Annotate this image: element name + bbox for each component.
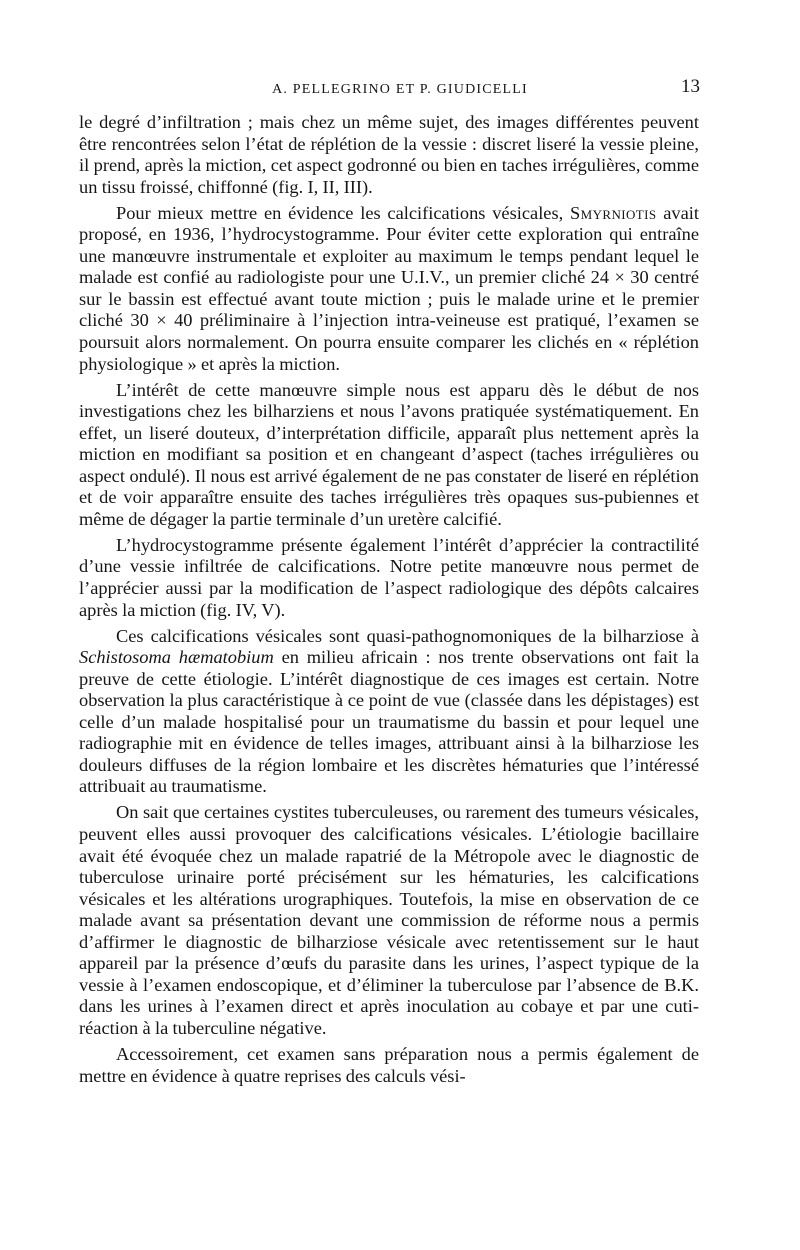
species-name: Schistosoma hæmatobium <box>79 647 274 668</box>
paragraph-5-start: Ces calcifications vésicales sont quasi-pathognomoniques de la bilharziose à <box>116 625 699 646</box>
paragraph-2-rest: avait proposé, en 1936, l’hydrocystogramme. Pour éviter cette exploration qui entraîne une manœuvre instrumentale et exploiter au maximum le temps pendant lequel le malade est confié au radiologiste pour une U.I.V., un premier cliché 24 × 30 centré sur le bassin est effectué avant toute miction ; puis le malade urine et le premier cliché 30 × 40 préliminaire à l’injection intra-veineuse est pratiqué, l’examen se poursuit alors normalement. On pourra ensuite comparer les clichés en « réplétion physiologique » et après la miction. <box>79 202 699 374</box>
paragraph-6: On sait que certaines cystites tuberculeuses, ou rarement des tumeurs vésicales, peuvent elles aussi provoquer des calcifications vésicales. L’étiologie bacillaire avait été évoquée chez un malade rapatrié de la Métropole avec le diagnostic de tuberculose urinaire porté précisément sur les hématuries, les calcifications vésicales et les altérations urographiques. Toutefois, la mise en observation de ce malade avant sa présentation devant une commission de réforme nous a permis d’affirmer le diagnostic de bilharziose vésicale avec retentissement sur le haut appareil par la présence d’œufs du parasite dans les urines, l’aspect typique de la vessie à l’examen endoscopique, et d’éliminer la tuberculose par l’absence de B.K. dans les urines à l’examen direct et après inoculation au cobaye et par une cuti-réaction à la tuberculine négative. <box>79 802 699 1038</box>
paragraph-2-start: Pour mieux mettre en évidence les calcifications vésicales, <box>116 202 564 223</box>
author-name: Smyrniotis <box>570 202 657 223</box>
paragraph-1: le degré d’infiltration ; mais chez un même sujet, des images différentes peuvent être rencontrées selon l’état de réplétion de la vessie : discret liseré la vessie pleine, il prend, après la miction, cet aspect godronné ou bien en taches irrégulières, comme un tissu froissé, chiffonné (fig. I, II, III). <box>79 112 699 197</box>
running-title: A. PELLEGRINO ET P. GIUDICELLI <box>272 82 528 97</box>
paragraph-2 <box>79 203 699 375</box>
paragraph-5-rest: en milieu africain : nos trente observations ont fait la preuve de cette étiologie. L’intérêt diagnostique de ces images est certain. Notre observation la plus caractéristique à ce point de vue (classée dans les dépistages) est celle d’un malade hospitalisé pour un traumatisme du bassin et pour lequel une radiographie mit en évidence de telles images, attribuant ainsi à la bilharziose les douleurs diffuses de la région lombaire et les discrètes hématuries que l’intéressé attribuait au traumatisme. <box>79 647 699 797</box>
body-text <box>79 112 699 1087</box>
running-header <box>0 70 800 100</box>
paragraph-4: L’hydrocystogramme présente également l’intérêt d’apprécier la contractilité d’une vessie infiltrée de calcifications. Notre petite manœuvre nous permet de l’apprécier aussi par la modification de l’aspect radiologique des dépôts calcaires après la miction (fig. IV, V). <box>79 534 699 620</box>
page-number: 13 <box>681 76 700 97</box>
paragraph-3: L’intérêt de cette manœuvre simple nous est apparu dès le début de nos investigations chez les bilharziens et nous l’avons pratiquée systématiquement. En effet, un liseré douteux, d’interprétation difficile, apparaît plus nettement après la miction en modifiant sa position et en changeant d’aspect (taches irrégulières ou aspect ondulé). Il nous est arrivé également de ne pas constater de liseré en réplétion et de voir apparaître ensuite des taches irrégulières très opaques sus-pubiennes et même de dégager la partie terminale d’un uretère calcifié. <box>79 379 699 529</box>
paragraph-7: Accessoirement, cet examen sans préparation nous a permis également de mettre en évidence à quatre reprises des calculs vési- <box>79 1043 699 1086</box>
paragraph-5 <box>79 626 699 798</box>
